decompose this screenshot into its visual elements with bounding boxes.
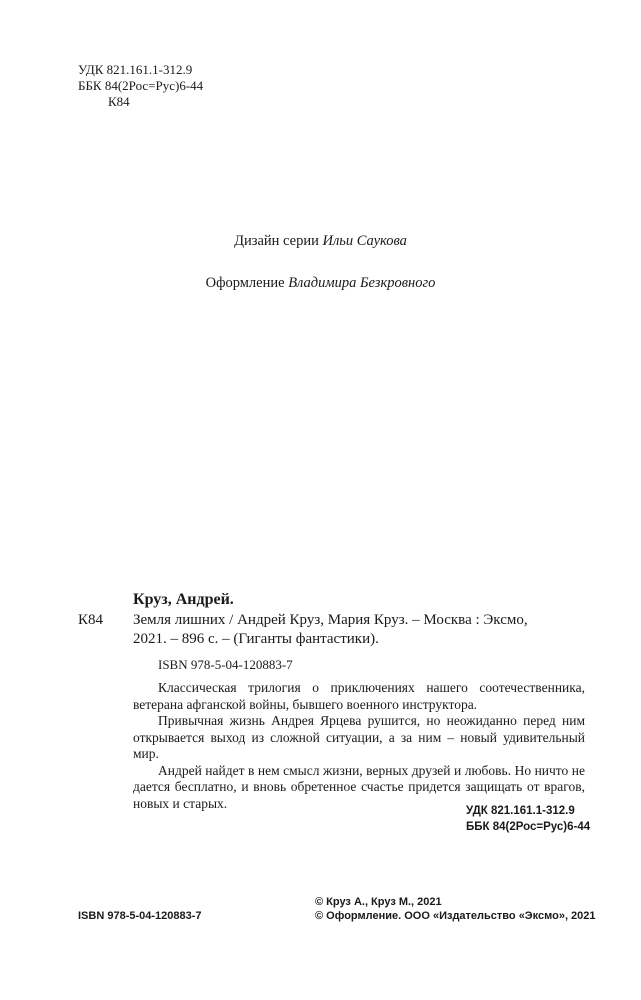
catalog-author: Круз, Андрей. xyxy=(133,591,234,608)
catalog-isbn: ISBN 978-5-04-120883-7 xyxy=(158,657,293,672)
annotation-paragraph: Классическая трилогия о приключениях нашего соотечественника, ветерана афганской войны, бывшего военного инструктора. xyxy=(133,680,585,712)
header-author-mark: К84 xyxy=(108,94,130,109)
catalog-annotation xyxy=(133,680,585,812)
footer-copyright-design: © Оформление. ООО «Издательство «Эксмо», 2021 xyxy=(315,910,596,922)
header-udk: УДК 821.161.1-312.9 xyxy=(78,62,193,77)
annotation-paragraph: Привычная жизнь Андрея Ярцева рушится, но неожиданно перед ним открывается выход из сложной ситуации, а за ним – новый удивительный мир. xyxy=(133,713,585,761)
footer-copyright-authors: © Круз А., Круз М., 2021 xyxy=(315,896,442,908)
catalog-udk: УДК 821.161.1-312.9 xyxy=(466,805,575,817)
series-design-name: Ильи Саукова xyxy=(322,233,407,249)
footer-isbn: ISBN 978-5-04-120883-7 xyxy=(78,910,202,922)
annotation-paragraph: Андрей найдет в нем смысл жизни, верных друзей и любовь. Но ничто не дается бесплатно, и вновь обретенное счастье придется защищать от врагов, новых и старых. xyxy=(133,762,585,811)
header-bbk: ББК 84(2Рос=Рус)6-44 xyxy=(78,78,204,93)
catalog-bbk: ББК 84(2Рос=Рус)6-44 xyxy=(466,821,591,833)
catalog-description-line-1: Земля лишних / Андрей Круз, Мария Круз. – Москва : Эксмо, xyxy=(133,612,528,628)
series-design-prefix: Дизайн серии xyxy=(234,233,319,249)
series-design-credit xyxy=(0,233,641,250)
layout-credit xyxy=(0,275,641,292)
catalog-author-mark: К84 xyxy=(78,612,104,628)
layout-prefix: Оформление xyxy=(205,275,285,291)
layout-name: Владимира Безкровного xyxy=(288,275,436,291)
catalog-description-line-2: 2021. – 896 с. – (Гиганты фантастики). xyxy=(133,631,379,647)
